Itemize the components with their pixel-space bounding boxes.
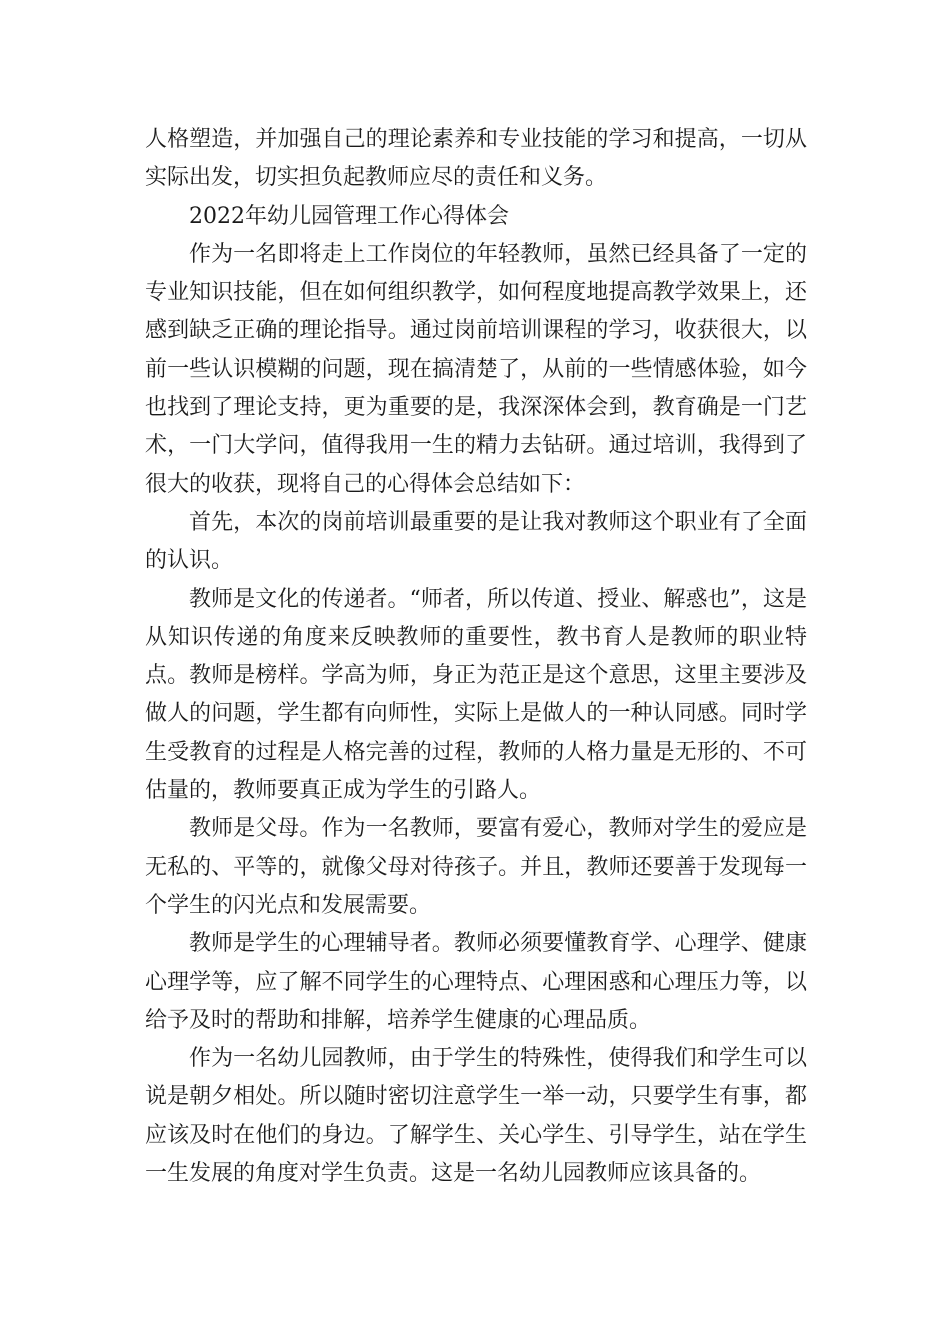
paragraph-teacher-parent: 教师是父母。作为一名教师，要富有爱心，教师对学生的爱应是无私的、平等的，就像父母对待孩子。并且，教师还要善于发现每一个学生的闪光点和发展需要。 (145, 816, 807, 918)
paragraph-kindergarten-teacher: 作为一名幼儿园教师，由于学生的特殊性，使得我们和学生可以说是朝夕相处。所以随时密切注意学生一举一动，只要学生有事，都应该及时在他们的身边。了解学生、关心学生、引导学生，站在学生一生发展的角度对学生负责。这是一名幼儿园教师应该具备的。 (145, 1046, 807, 1187)
document-body (145, 121, 807, 1193)
paragraph-continuation: 人格塑造，并加强自己的理论素养和专业技能的学习和提高，一切从实际出发，切实担负起教师应尽的责任和义务。 (145, 127, 807, 191)
paragraph-intro: 作为一名即将走上工作岗位的年轻教师，虽然已经具备了一定的专业知识技能，但在如何组织教学，如何程度地提高教学效果上，还感到缺乏正确的理论指导。通过岗前培训课程的学习，收获很大，以前一些认识模糊的问题，现在搞清楚了，从前的一些情感体验，如今也找到了理论支持，更为重要的是，我深深体会到，教育确是一门艺术，一门大学问，值得我用一生的精力去钻研。通过培训，我得到了很大的收获，现将自己的心得体会总结如下： (145, 241, 807, 497)
paragraph-first: 首先，本次的岗前培训最重要的是让我对教师这个职业有了全面的认识。 (145, 509, 807, 574)
paragraph-teacher-counselor: 教师是学生的心理辅导者。教师必须要懂教育学、心理学、健康心理学等，应了解不同学生的心理特点、心理困惑和心理压力等，以给予及时的帮助和排解，培养学生健康的心理品质。 (145, 931, 807, 1033)
section-title: 2022年幼儿园管理工作心得体会 (189, 203, 509, 229)
paragraph-teacher-culture: 教师是文化的传递者。“师者，所以传道、授业、解惑也”，这是从知识传递的角度来反映教师的重要性，教书育人是教师的职业特点。教师是榜样。学高为师，身正为范正是这个意思，这里主要涉及做人的问题，学生都有向师性，实际上是做人的一种认同感。同时学生受教育的过程是人格完善的过程，教师的人格力量是无形的、不可估量的，教师要真正成为学生的引路人。 (145, 586, 807, 804)
